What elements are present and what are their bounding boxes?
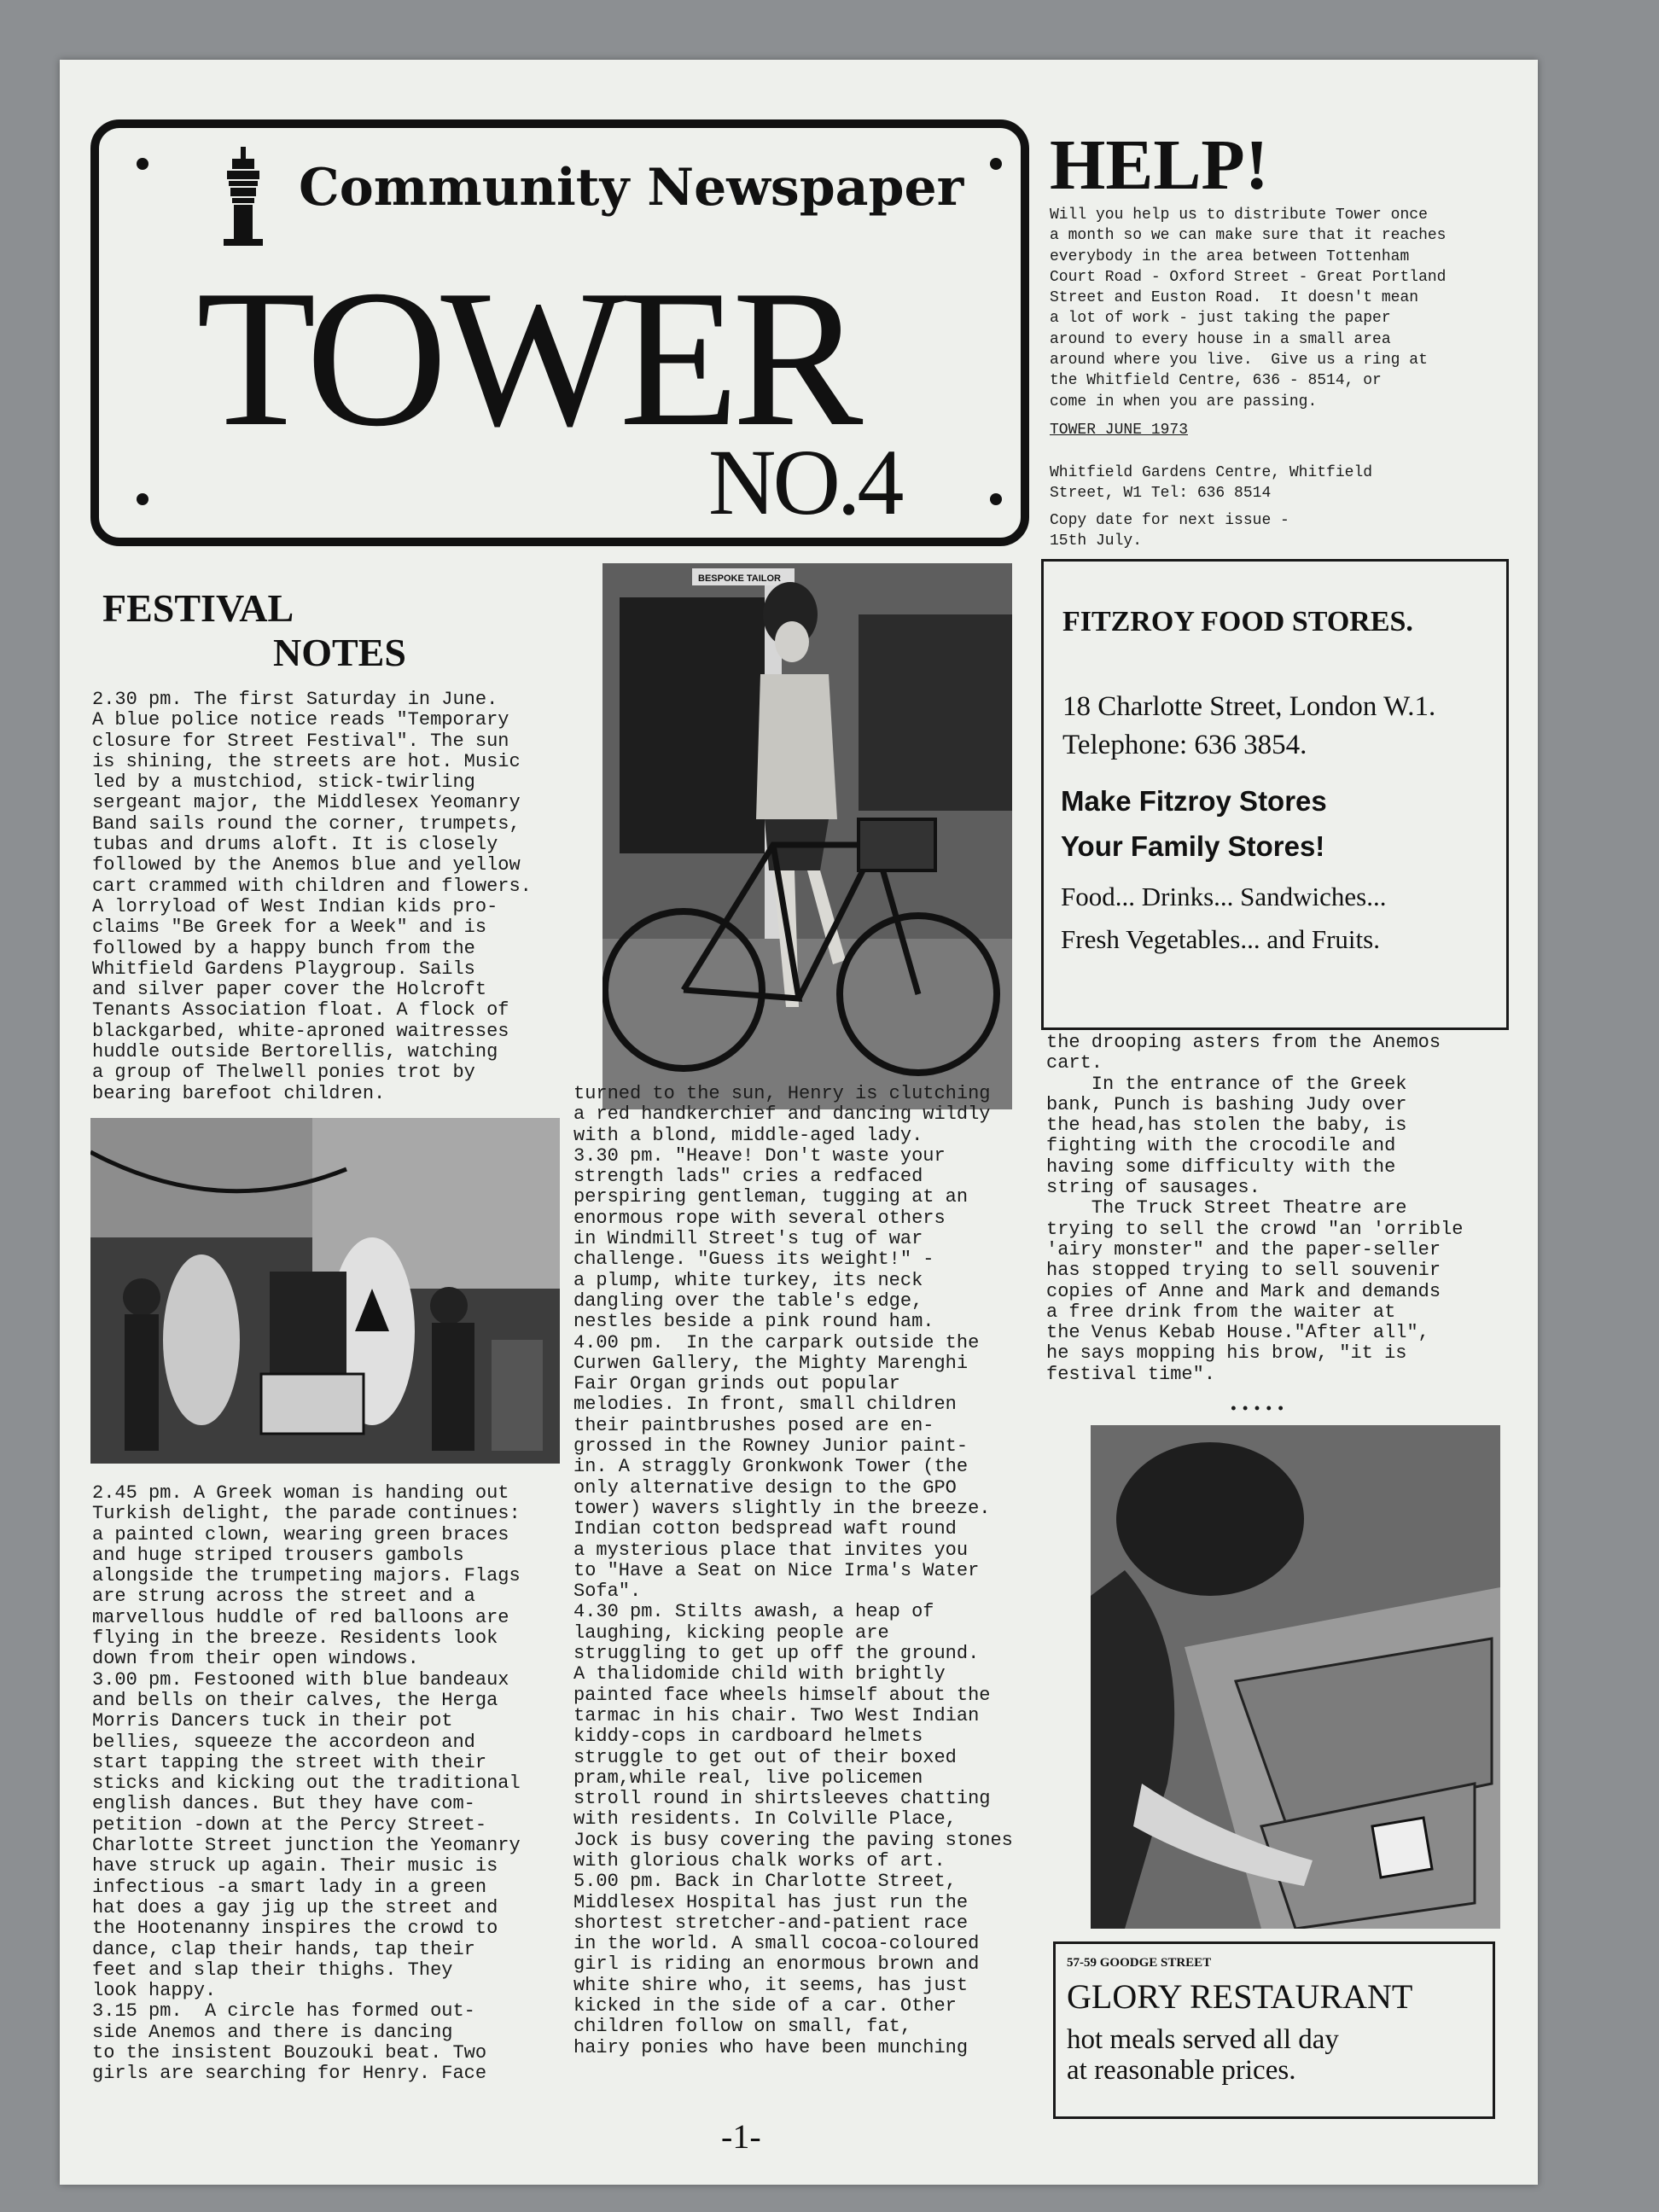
tailor-sign-text: BESPOKE TAILOR [698,573,781,584]
article-line: dance, clap their hands, tap their [92,1938,475,1960]
article-line: only alternative design to the GPO [573,1476,957,1499]
article-line: Jock is busy covering the paving stones [573,1829,1013,1851]
article-line: melodies. In front, small children [573,1394,957,1416]
article-line: Tenants Association float. A flock of [92,999,509,1022]
article-line: has stopped trying to sell souvenir [1046,1260,1441,1282]
article-line: he says mopping his brow, "it is [1046,1342,1407,1365]
article-line: kiddy-cops in cardboard helmets [573,1726,923,1748]
article-line: A blue police notice reads "Temporary [92,709,509,731]
fitzroy-slogan-1: Make Fitzroy Stores [1061,785,1327,817]
help-text-line: come in when you are passing. [1050,393,1318,410]
article-line: nestles beside a pink round ham. [573,1311,934,1333]
article-line: followed by a happy bunch from the [92,937,475,959]
help-heading: HELP! [1050,125,1269,205]
article-line: the Venus Kebab House."After all", [1046,1322,1429,1344]
article-line: girls are searching for Henry. Face [92,2063,487,2085]
issue-date: TOWER JUNE 1973 [1050,422,1189,439]
article-line: 4.30 pm. Stilts awash, a heap of [573,1601,934,1623]
article-line: The Truck Street Theatre are [1046,1197,1407,1220]
help-text-line: Street and Euston Road. It doesn't mean [1050,289,1419,307]
office-address [1050,463,1372,504]
article-line: the head,has stolen the baby, is [1046,1115,1407,1137]
article-line: having some difficulty with the [1046,1155,1396,1178]
article-line: children follow on small, fat, [573,2016,912,2038]
help-body [1050,205,1446,412]
article-line: painted face wheels himself about the [573,1684,991,1706]
article-line: bearing barefoot children. [92,1082,386,1104]
article-line: Middlesex Hospital has just run the [573,1891,969,1913]
article-line: closure for Street Festival". The sun [92,730,509,752]
article-line: start tapping the street with their [92,1751,487,1773]
article-line: look happy. [92,1980,217,2002]
festival-heading-line2: NOTES [273,631,406,674]
article-line: Curwen Gallery, the Mighty Marenghi [573,1352,969,1374]
copy-date-line: Copy date for next issue - [1050,512,1289,529]
article-line: the Hootenanny inspires the crowd to [92,1918,498,1940]
copy-date [1050,510,1289,552]
article-line: tubas and drums aloft. It is closely [92,834,498,856]
glory-line-1: hot meals served all day [1067,2024,1339,2055]
article-line: english dances. But they have com- [92,1793,475,1815]
help-text-line: a lot of work - just taking the paper [1050,310,1391,328]
article-line: tarmac in his chair. Two West Indian [573,1704,980,1726]
article-line: bellies, squeeze the accordeon and [92,1731,475,1753]
article-line: in the world. A small cocoa-coloured [573,1933,980,1955]
article-line: sergeant major, the Middlesex Yeomanry [92,792,521,814]
article-line: bank, Punch is bashing Judy over [1046,1093,1407,1115]
corner-dot [990,493,1002,505]
article-line: to "Have a Seat on Nice Irma's Water [573,1559,980,1581]
community-newspaper-title: Community Newspaper [299,158,964,218]
article-line: perspiring gentleman, tugging at an [573,1186,969,1208]
festival-column-3 [1046,1033,1463,1385]
article-line: a mysterious place that invites you [573,1539,969,1561]
article-line: petition -down at the Percy Street- [92,1813,487,1836]
article-line: A lorryload of West Indian kids pro- [92,895,498,917]
article-line: white shire who, it seems, has just [573,1974,969,1996]
article-line: 2.45 pm. A Greek woman is handing out [92,1482,509,1504]
fitzroy-name: FITZROY FOOD STORES. [1062,606,1413,637]
article-line: Charlotte Street junction the Yeomanry [92,1835,521,1857]
address-line: Whitfield Gardens Centre, Whitfield [1050,464,1373,481]
article-line: to the insistent Bouzouki beat. Two [92,2042,487,2064]
corner-dot [990,158,1002,170]
article-line: cart crammed with children and flowers. [92,875,532,897]
article-line: alongside the trumpeting majors. Flags [92,1565,521,1587]
help-text-line: around where you live. Give us a ring at [1050,352,1428,370]
article-line: turned to the sun, Henry is clutching [573,1083,991,1104]
festival-column-2 [573,1084,1013,2058]
article-line: pram,while real, live policemen [573,1767,923,1789]
article-line: their paintbrushes posed are en- [573,1414,934,1436]
article-line: a red handkerchief and dancing wildly [573,1103,991,1126]
article-line: hat does a gay jig up the street and [92,1896,498,1918]
article-line: trying to sell the crowd "an 'orrible [1046,1218,1464,1240]
page-number: -1- [721,2117,761,2156]
article-line: huddle outside Bertorellis, watching [92,1041,498,1063]
festival-column-1-top [92,690,532,1104]
article-line: the drooping asters from the Anemos [1046,1032,1441,1053]
article-line: 5.00 pm. Back in Charlotte Street, [573,1871,957,1893]
article-line: and silver paper cover the Holcroft [92,979,487,1001]
article-line: flying in the breeze. Residents look [92,1627,498,1650]
article-line: 3.30 pm. "Heave! Don't waste your [573,1144,946,1167]
article-line: Turkish delight, the parade continues: [92,1503,521,1525]
help-text-line: a month so we can make sure that it reaches [1050,227,1447,245]
glory-name: GLORY RESTAURANT [1067,1977,1413,2016]
glory-line-2: at reasonable prices. [1067,2055,1296,2086]
article-line: A thalidomide child with brightly [573,1663,946,1685]
article-line: have struck up again. Their music is [92,1855,498,1877]
article-line: kicked in the side of a car. Other [573,1995,957,2017]
help-text-line: Court Road - Oxford Street - Great Portland [1050,268,1447,286]
article-line: Sofa". [573,1580,642,1603]
article-line: Fair Organ grinds out popular [573,1373,900,1395]
article-line: grossed in the Rowney Junior paint- [573,1435,969,1458]
article-line: are strung across the street and a [92,1586,475,1608]
article-line: and bells on their calves, the Herga [92,1689,498,1711]
issue-number: NO.4 [708,430,901,534]
article-line: Whitfield Gardens Playgroup. Sails [92,958,475,980]
cyclist-photo [602,563,1012,1109]
article-line: is shining, the streets are hot. Music [92,750,521,772]
article-line: cart. [1046,1052,1103,1074]
chalk-artist-photo [1091,1425,1500,1929]
article-line: tower) wavers slightly in the breeze. [573,1497,991,1519]
article-line: in Windmill Street's tug of war [573,1228,923,1250]
article-line: laughing, kicking people are [573,1621,889,1644]
article-line: enormous rope with several others [573,1207,946,1229]
fitzroy-telephone: Telephone: 636 3854. [1062,730,1307,760]
article-line: dangling over the table's edge, [573,1289,923,1312]
help-text-line: Will you help us to distribute Tower once [1050,207,1428,224]
article-line: girl is riding an enormous brown and [573,1953,980,1976]
article-line: with glorious chalk works of art. [573,1849,946,1871]
newspaper-page [60,60,1538,2185]
article-line: 2.30 pm. The first Saturday in June. [92,689,498,710]
article-line: In the entrance of the Greek [1046,1073,1407,1095]
article-line: hairy ponies who have been munching [573,2036,969,2058]
glory-address: 57-59 GOODGE STREET [1067,1956,1212,1970]
article-line: struggling to get up off the ground. [573,1643,980,1665]
article-line: with a blond, middle-aged lady. [573,1124,923,1146]
help-text-line: around to every house in a small area [1050,330,1391,348]
article-line: blackgarbed, white-aproned waitresses [92,1020,509,1042]
article-line: marvellous huddle of red balloons are [92,1606,509,1628]
help-text-line: everybody in the area between Tottenham [1050,247,1410,265]
article-line: struggle to get out of their boxed [573,1746,957,1768]
article-line: led by a mustchiod, stick-twirling [92,771,475,794]
article-line: a free drink from the waiter at [1046,1301,1396,1323]
tower-title: TOWER [196,249,857,467]
fitzroy-items-2: Fresh Vegetables... and Fruits. [1061,924,1380,954]
article-line: challenge. "Guess its weight!" - [573,1249,934,1271]
article-line: feet and slap their thighs. They [92,1959,453,1981]
article-line: strength lads" cries a redfaced [573,1166,923,1188]
article-line: a group of Thelwell ponies trot by [92,1062,475,1084]
fitzroy-address: 18 Charlotte Street, London W.1. [1062,691,1436,722]
article-line: followed by the Anemos blue and yellow [92,854,521,876]
article-line: copies of Anne and Mark and demands [1046,1280,1441,1302]
parade-photo [90,1118,560,1464]
copy-date-line: 15th July. [1050,533,1143,550]
article-line: string of sausages. [1046,1177,1260,1199]
article-line: a painted clown, wearing green braces [92,1523,509,1545]
address-line: Street, W1 Tel: 636 8514 [1050,485,1272,503]
article-line: in. A straggly Gronkwonk Tower (the [573,1456,969,1478]
help-text-line: the Whitfield Centre, 636 - 8514, or [1050,372,1382,390]
article-line: side Anemos and there is dancing [92,2021,453,2043]
article-line: festival time". [1046,1363,1216,1385]
article-line: claims "Be Greek for a Week" and is [92,917,487,939]
festival-column-1-bottom [92,1483,521,2085]
article-line: 3.15 pm. A circle has formed out- [92,2000,475,2023]
article-line: stroll round in shirtsleeves chatting [573,1788,991,1810]
festival-heading-line1: FESTIVAL [102,586,294,630]
article-line: and huge striped trousers gambols [92,1544,464,1566]
article-line: infectious -a smart lady in a green [92,1876,487,1898]
fitzroy-slogan-2: Your Family Stores! [1061,830,1325,862]
article-line: Morris Dancers tuck in their pot [92,1710,453,1732]
corner-dot [137,158,148,170]
article-line: Band sails round the corner, trumpets, [92,812,521,835]
section-divider: ••••• [1229,1401,1289,1418]
post-office-tower-icon [213,145,273,247]
article-line: 4.00 pm. In the carpark outside the [573,1331,980,1353]
article-line: 'airy monster" and the paper-seller [1046,1238,1441,1260]
corner-dot [137,493,148,505]
article-line: sticks and kicking out the traditional [92,1773,521,1795]
article-line: Indian cotton bedspread waft round [573,1518,957,1540]
article-line: 3.00 pm. Festooned with blue bandeaux [92,1668,509,1691]
article-line: shortest stretcher-and-patient race [573,1912,969,1934]
article-line: with residents. In Colville Place, [573,1808,957,1831]
article-line: fighting with the crocodile and [1046,1135,1396,1157]
article-line: down from their open windows. [92,1648,419,1670]
fitzroy-items-1: Food... Drinks... Sandwiches... [1061,882,1387,911]
article-line: a plump, white turkey, its neck [573,1269,923,1291]
